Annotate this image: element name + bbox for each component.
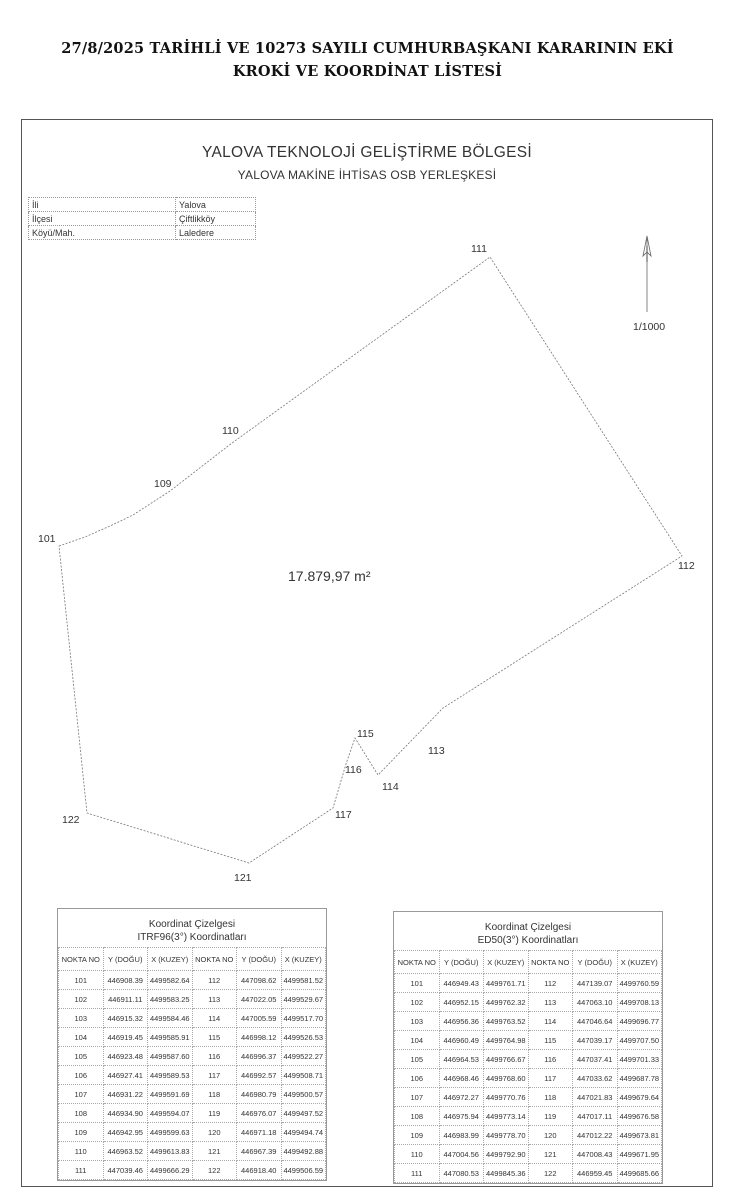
table-row bbox=[59, 1123, 326, 1142]
north-arrow-icon bbox=[643, 236, 651, 312]
table-cell: 121 bbox=[192, 1142, 237, 1161]
info-label: İlçesi bbox=[29, 212, 176, 226]
table-cell: 4499500.57 bbox=[281, 1085, 326, 1104]
map-title: YALOVA TEKNOLOJİ GELİŞTİRME BÖLGESİ bbox=[201, 144, 533, 161]
table-title: Koordinat Çizelgesi bbox=[148, 919, 236, 930]
table-cell: 446976.07 bbox=[237, 1104, 282, 1123]
table-cell: 446960.49 bbox=[439, 1031, 484, 1050]
table-cell: 119 bbox=[528, 1107, 573, 1126]
point-label-122: 122 bbox=[62, 814, 80, 826]
table-cell: 4499526.53 bbox=[281, 1028, 326, 1047]
column-header: Y (DOĞU) bbox=[237, 948, 282, 971]
table-cell: 109 bbox=[59, 1123, 104, 1142]
table-row bbox=[395, 1126, 662, 1145]
table-cell: 446949.43 bbox=[439, 974, 484, 993]
info-label: Köyü/Mah. bbox=[29, 226, 176, 240]
table-subtitle: ITRF96(3°) Koordinatları bbox=[137, 932, 247, 943]
table-cell: 447046.64 bbox=[573, 1012, 618, 1031]
table-cell: 4499679.64 bbox=[617, 1088, 662, 1107]
table-cell: 104 bbox=[395, 1031, 440, 1050]
table-cell: 4499760.59 bbox=[617, 974, 662, 993]
table-cell: 112 bbox=[528, 974, 573, 993]
table-cell: 114 bbox=[192, 1009, 237, 1028]
table-row bbox=[395, 1050, 662, 1069]
column-header: NOKTA NO bbox=[192, 948, 237, 971]
table-cell: 446992.57 bbox=[237, 1066, 282, 1085]
scale-label: 1/1000 bbox=[633, 321, 666, 333]
coordinate-grid bbox=[58, 947, 326, 1180]
table-row bbox=[59, 1142, 326, 1161]
table-cell: 106 bbox=[395, 1069, 440, 1088]
table-cell: 4499584.46 bbox=[148, 1009, 193, 1028]
table-cell: 4499685.66 bbox=[617, 1164, 662, 1183]
table-title: Koordinat Çizelgesi bbox=[484, 922, 572, 933]
point-label-101: 101 bbox=[38, 533, 56, 545]
table-subtitle: ED50(3°) Koordinatları bbox=[477, 935, 579, 946]
table-cell: 4499589.53 bbox=[148, 1066, 193, 1085]
table-row bbox=[59, 1028, 326, 1047]
table-cell: 447139.07 bbox=[573, 974, 618, 993]
table-cell: 446934.90 bbox=[103, 1104, 148, 1123]
parcel-boundary bbox=[59, 257, 682, 863]
table-cell: 447008.43 bbox=[573, 1145, 618, 1164]
table-cell: 4499585.91 bbox=[148, 1028, 193, 1047]
table-cell: 108 bbox=[59, 1104, 104, 1123]
table-cell: 105 bbox=[59, 1047, 104, 1066]
table-cell: 447022.05 bbox=[237, 990, 282, 1009]
table-cell: 115 bbox=[192, 1028, 237, 1047]
point-label-113: 113 bbox=[428, 745, 445, 757]
table-cell: 4499506.59 bbox=[281, 1161, 326, 1180]
point-label-115: 115 bbox=[357, 728, 374, 740]
table-cell: 446983.99 bbox=[439, 1126, 484, 1145]
table-cell: 117 bbox=[528, 1069, 573, 1088]
table-cell: 447063.10 bbox=[573, 993, 618, 1012]
table-cell: 118 bbox=[528, 1088, 573, 1107]
column-header: X (KUZEY) bbox=[484, 951, 529, 974]
table-row bbox=[395, 1145, 662, 1164]
table-row bbox=[59, 990, 326, 1009]
table-cell: 447017.11 bbox=[573, 1107, 618, 1126]
column-header: NOKTA NO bbox=[59, 948, 104, 971]
table-cell: 104 bbox=[59, 1028, 104, 1047]
table-cell: 4499770.76 bbox=[484, 1088, 529, 1107]
table-cell: 115 bbox=[528, 1031, 573, 1050]
table-cell: 4499508.71 bbox=[281, 1066, 326, 1085]
table-cell: 102 bbox=[59, 990, 104, 1009]
table-cell: 446956.36 bbox=[439, 1012, 484, 1031]
table-cell: 446919.45 bbox=[103, 1028, 148, 1047]
column-header: X (KUZEY) bbox=[281, 948, 326, 971]
column-header: NOKTA NO bbox=[395, 951, 440, 974]
document-title-line2: KROKİ VE KOORDİNAT LİSTESİ bbox=[232, 63, 503, 80]
table-cell: 447005.59 bbox=[237, 1009, 282, 1028]
table-cell: 4499761.71 bbox=[484, 974, 529, 993]
table-cell: 120 bbox=[528, 1126, 573, 1145]
table-cell: 447021.83 bbox=[573, 1088, 618, 1107]
table-cell: 4499701.33 bbox=[617, 1050, 662, 1069]
table-cell: 446996.37 bbox=[237, 1047, 282, 1066]
table-cell: 112 bbox=[192, 971, 237, 990]
point-label-112: 112 bbox=[678, 560, 695, 572]
table-cell: 446927.41 bbox=[103, 1066, 148, 1085]
point-label-111: 111 bbox=[471, 243, 487, 255]
table-header-row bbox=[59, 948, 326, 971]
table-cell: 117 bbox=[192, 1066, 237, 1085]
table-cell: 447037.41 bbox=[573, 1050, 618, 1069]
table-cell: 4499497.52 bbox=[281, 1104, 326, 1123]
table-cell: 4499696.77 bbox=[617, 1012, 662, 1031]
table-cell: 4499582.64 bbox=[148, 971, 193, 990]
table-row bbox=[395, 1107, 662, 1126]
table-cell: 447004.56 bbox=[439, 1145, 484, 1164]
table-cell: 122 bbox=[192, 1161, 237, 1180]
table-cell: 4499766.67 bbox=[484, 1050, 529, 1069]
area-label: 17.879,97 m² bbox=[288, 568, 371, 584]
table-row bbox=[395, 1031, 662, 1050]
info-value: Çiftlikköy bbox=[176, 212, 256, 226]
table-cell: 4499581.52 bbox=[281, 971, 326, 990]
table-cell: 447033.62 bbox=[573, 1069, 618, 1088]
table-cell: 116 bbox=[528, 1050, 573, 1069]
document-title-line1: 27/8/2025 TARİHLİ VE 10273 SAYILI CUMHURBAŞKANI KARARININ EKİ bbox=[61, 40, 674, 57]
table-cell: 4499594.07 bbox=[148, 1104, 193, 1123]
column-header: Y (DOĞU) bbox=[439, 951, 484, 974]
column-header: Y (DOĞU) bbox=[103, 948, 148, 971]
table-row bbox=[395, 974, 662, 993]
table-cell: 446963.52 bbox=[103, 1142, 148, 1161]
table-cell: 4499492.88 bbox=[281, 1142, 326, 1161]
table-cell: 102 bbox=[395, 993, 440, 1012]
table-row bbox=[395, 993, 662, 1012]
table-cell: 4499591.69 bbox=[148, 1085, 193, 1104]
table-cell: 4499583.25 bbox=[148, 990, 193, 1009]
table-cell: 4499773.14 bbox=[484, 1107, 529, 1126]
table-row bbox=[59, 1161, 326, 1180]
table-cell: 446971.18 bbox=[237, 1123, 282, 1142]
table-cell: 446911.11 bbox=[103, 990, 148, 1009]
table-cell: 4499764.98 bbox=[484, 1031, 529, 1050]
point-label-110: 110 bbox=[222, 425, 239, 437]
table-cell: 446959.45 bbox=[573, 1164, 618, 1183]
table-cell: 4499762.32 bbox=[484, 993, 529, 1012]
table-cell: 103 bbox=[395, 1012, 440, 1031]
table-cell: 111 bbox=[59, 1161, 104, 1180]
table-cell: 446923.48 bbox=[103, 1047, 148, 1066]
table-cell: 4499763.52 bbox=[484, 1012, 529, 1031]
info-label: İli bbox=[29, 198, 176, 212]
table-cell: 4499792.90 bbox=[484, 1145, 529, 1164]
table-row bbox=[59, 1066, 326, 1085]
table-cell: 446942.95 bbox=[103, 1123, 148, 1142]
table-cell: 446972.27 bbox=[439, 1088, 484, 1107]
table-row bbox=[395, 1164, 662, 1183]
table-row bbox=[59, 971, 326, 990]
point-label-121: 121 bbox=[234, 872, 252, 884]
table-cell: 4499845.36 bbox=[484, 1164, 529, 1183]
table-cell: 4499687.78 bbox=[617, 1069, 662, 1088]
coordinate-grid bbox=[394, 950, 662, 1183]
table-cell: 4499768.60 bbox=[484, 1069, 529, 1088]
table-row bbox=[395, 1012, 662, 1031]
column-header: X (KUZEY) bbox=[617, 951, 662, 974]
coordinate-table-ed50 bbox=[393, 911, 663, 1184]
table-cell: 4499673.81 bbox=[617, 1126, 662, 1145]
table-cell: 101 bbox=[59, 971, 104, 990]
table-cell: 4499671.95 bbox=[617, 1145, 662, 1164]
table-cell: 4499778.70 bbox=[484, 1126, 529, 1145]
table-cell: 446967.39 bbox=[237, 1142, 282, 1161]
table-cell: 447080.53 bbox=[439, 1164, 484, 1183]
point-label-117: 117 bbox=[335, 809, 352, 821]
table-cell: 4499587.60 bbox=[148, 1047, 193, 1066]
table-cell: 109 bbox=[395, 1126, 440, 1145]
table-cell: 4499708.13 bbox=[617, 993, 662, 1012]
table-cell: 116 bbox=[192, 1047, 237, 1066]
table-cell: 447039.46 bbox=[103, 1161, 148, 1180]
table-row bbox=[395, 1069, 662, 1088]
table-cell: 446918.40 bbox=[237, 1161, 282, 1180]
table-row bbox=[59, 1085, 326, 1104]
coordinate-table-itrf96 bbox=[57, 908, 327, 1181]
coordinate-table-caption bbox=[394, 912, 662, 950]
table-row bbox=[59, 1047, 326, 1066]
table-cell: 4499613.83 bbox=[148, 1142, 193, 1161]
table-cell: 101 bbox=[395, 974, 440, 993]
table-cell: 447012.22 bbox=[573, 1126, 618, 1145]
table-row bbox=[395, 1088, 662, 1107]
info-value: Laledere bbox=[176, 226, 256, 240]
table-cell: 110 bbox=[59, 1142, 104, 1161]
table-cell: 113 bbox=[528, 993, 573, 1012]
column-header: X (KUZEY) bbox=[148, 948, 193, 971]
map-subtitle: YALOVA MAKİNE İHTİSAS OSB YERLEŞKESİ bbox=[237, 168, 497, 182]
table-cell: 103 bbox=[59, 1009, 104, 1028]
table-row bbox=[59, 1009, 326, 1028]
table-cell: 107 bbox=[395, 1088, 440, 1107]
column-header: NOKTA NO bbox=[528, 951, 573, 974]
point-label-116: 116 bbox=[345, 764, 362, 776]
table-cell: 121 bbox=[528, 1145, 573, 1164]
table-cell: 446968.46 bbox=[439, 1069, 484, 1088]
table-cell: 4499517.70 bbox=[281, 1009, 326, 1028]
table-cell: 106 bbox=[59, 1066, 104, 1085]
table-cell: 446980.79 bbox=[237, 1085, 282, 1104]
point-label-109: 109 bbox=[154, 478, 172, 490]
table-cell: 110 bbox=[395, 1145, 440, 1164]
table-cell: 105 bbox=[395, 1050, 440, 1069]
info-value: Yalova bbox=[176, 198, 256, 212]
table-cell: 4499529.67 bbox=[281, 990, 326, 1009]
table-cell: 118 bbox=[192, 1085, 237, 1104]
table-cell: 119 bbox=[192, 1104, 237, 1123]
table-cell: 4499676.58 bbox=[617, 1107, 662, 1126]
table-header-row bbox=[395, 951, 662, 974]
table-cell: 4499599.63 bbox=[148, 1123, 193, 1142]
table-cell: 120 bbox=[192, 1123, 237, 1142]
table-cell: 4499522.27 bbox=[281, 1047, 326, 1066]
table-cell: 447098.62 bbox=[237, 971, 282, 990]
column-header: Y (DOĞU) bbox=[573, 951, 618, 974]
table-cell: 446975.94 bbox=[439, 1107, 484, 1126]
table-cell: 447039.17 bbox=[573, 1031, 618, 1050]
table-cell: 122 bbox=[528, 1164, 573, 1183]
point-label-114: 114 bbox=[382, 781, 399, 793]
table-cell: 446998.12 bbox=[237, 1028, 282, 1047]
table-cell: 111 bbox=[395, 1164, 440, 1183]
table-row bbox=[59, 1104, 326, 1123]
table-cell: 4499707.50 bbox=[617, 1031, 662, 1050]
table-cell: 446931.22 bbox=[103, 1085, 148, 1104]
table-cell: 114 bbox=[528, 1012, 573, 1031]
table-cell: 446964.53 bbox=[439, 1050, 484, 1069]
table-cell: 446908.39 bbox=[103, 971, 148, 990]
coordinate-table-caption bbox=[58, 909, 326, 947]
table-cell: 4499494.74 bbox=[281, 1123, 326, 1142]
table-cell: 446952.15 bbox=[439, 993, 484, 1012]
table-cell: 4499666.29 bbox=[148, 1161, 193, 1180]
table-cell: 107 bbox=[59, 1085, 104, 1104]
table-cell: 446915.32 bbox=[103, 1009, 148, 1028]
table-cell: 113 bbox=[192, 990, 237, 1009]
table-cell: 108 bbox=[395, 1107, 440, 1126]
